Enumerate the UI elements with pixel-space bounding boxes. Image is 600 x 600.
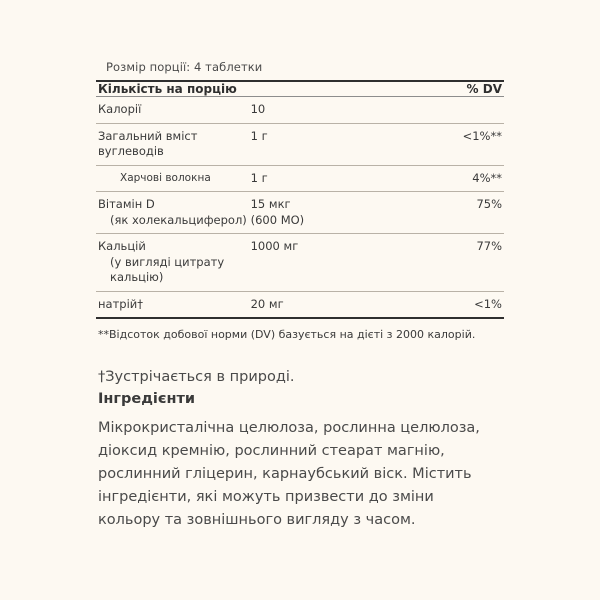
nutrient-amount-primary: 15 мкг [250,197,291,212]
nutrient-amount: 1 г [251,123,406,165]
table-row [96,165,504,192]
nutrient-amount: 1 г [251,165,406,192]
ingredients-heading: Інгредієнти [98,391,196,408]
nutrient-amount-secondary: (600 МО) [250,212,305,227]
nutrient-subname: (як холекальциферол) [110,212,247,227]
nutrient-name [96,192,251,234]
nutrient-dv: <1%** [405,123,504,165]
nutrient-name: Калорії [96,97,251,124]
nutrient-dv: 4%** [405,165,504,192]
daily-value-footnote: **Відсоток добової норми (DV) базується на дієті з 2000 калорій. [98,328,476,342]
nutrient-name: Загальний вміст вуглеводів [96,123,251,165]
nutrient-name: натрій† [96,291,251,318]
nutrient-title: Кальцій [98,239,146,254]
nutrient-subname: Харчові волокна [120,171,211,184]
ingredients-text: Мікрокристалічна целюлоза, рослинна целюлоза, діоксид кремнію, рослинний стеарат магнію, рослинний гліцерин, карнаубський віск. Містить інгредієнти, які можуть призвести до зміни кольору та зовнішнього вигляду з часом. [98,420,480,528]
table-row [96,291,504,318]
nutrient-amount: 1000 мг [251,234,406,292]
table-row [96,192,504,234]
nutrient-subname: (у вигляді цитрату кальцію) [110,254,225,285]
nutrient-dv: 77% [405,234,504,292]
nutrient-name [96,165,251,192]
table-header-row [96,81,504,97]
serving-size-text: Розмір порції: 4 таблетки [106,60,263,74]
nutrient-amount: 10 [251,97,406,124]
header-daily-value: % DV [405,81,504,97]
header-amount-per-serving: Кількість на порцію [96,81,405,97]
nutrient-dv: <1% [405,291,504,318]
nutrient-name [96,234,251,292]
table-row [96,97,504,124]
nutrient-dv: 75% [405,192,504,234]
nutrient-title: Вітамін D [98,197,155,212]
natural-occurrence-note: †Зустрічається в природі. [98,369,295,386]
table-row [96,234,504,292]
nutrient-dv [405,97,504,124]
nutrient-amount [251,192,406,234]
supplement-facts-table [96,80,504,319]
table-row [96,123,504,165]
nutrient-amount: 20 мг [251,291,406,318]
